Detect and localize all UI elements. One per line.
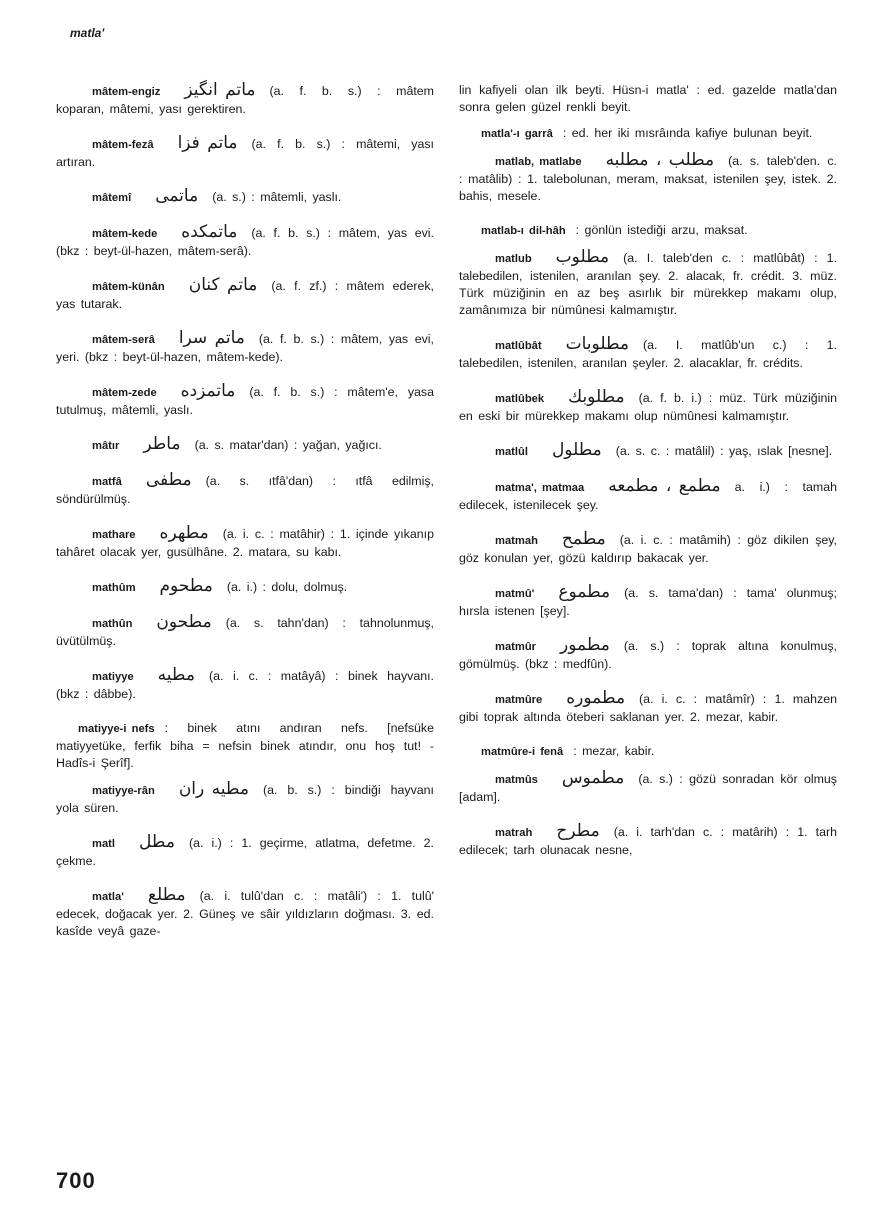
definition: (a. i. tulû'dan c. : matâli') : 1. tulû' edecek, doğacak yer. 2. Güneş ve sâir yıldızların doğması. 3. ed. kasîde veyâ gaze- bbox=[56, 889, 434, 938]
ottoman-script: مطهره bbox=[159, 523, 209, 543]
headword: mâtem-kede bbox=[92, 228, 158, 240]
headword: mathûm bbox=[92, 582, 136, 594]
headword: matlub bbox=[495, 253, 532, 265]
ottoman-script: مطلوبات bbox=[565, 334, 630, 354]
headword: matiyye bbox=[92, 671, 134, 683]
definition: (a. f. zf.) : mâtem ederek, yas tutarak. bbox=[56, 279, 434, 311]
headword: matmah bbox=[495, 535, 538, 547]
headword: mathûn bbox=[92, 618, 133, 630]
headword: matlûbât bbox=[495, 340, 542, 352]
dictionary-entry bbox=[459, 823, 837, 859]
headword: matmûs bbox=[495, 774, 538, 786]
page-number: 700 bbox=[56, 1168, 96, 1193]
ottoman-script: مطحوم bbox=[159, 576, 213, 596]
headword: matmû' bbox=[495, 588, 535, 600]
dictionary-entry bbox=[56, 188, 434, 207]
dictionary-entry bbox=[459, 82, 837, 116]
left-column bbox=[56, 82, 434, 957]
ottoman-script: مطمور bbox=[560, 635, 610, 655]
dictionary-entry bbox=[459, 743, 837, 761]
ottoman-script: مطحون bbox=[156, 612, 212, 632]
headword: matma', matmaa bbox=[495, 482, 585, 494]
dictionary-entry bbox=[459, 389, 837, 425]
right-column bbox=[459, 82, 837, 876]
ottoman-script: مطموس bbox=[561, 768, 625, 788]
ottoman-script: مطموع bbox=[558, 582, 611, 602]
ottoman-script: مطمع ، مطمعه bbox=[608, 476, 721, 496]
ottoman-script: ماتمی bbox=[155, 186, 199, 206]
dictionary-entry bbox=[56, 436, 434, 455]
headword: matmûre-i fenâ bbox=[481, 746, 564, 758]
dictionary-entry bbox=[56, 82, 434, 118]
dictionary-entry bbox=[459, 125, 837, 143]
dictionary-entry bbox=[56, 330, 434, 366]
headword: matmûre bbox=[495, 694, 543, 706]
headword: mâtem-künân bbox=[92, 281, 165, 293]
headword: matlûbek bbox=[495, 393, 545, 405]
ottoman-script: مطرح bbox=[556, 821, 600, 841]
definition: (a. b. s.) : bindiği hayvanı yola süren. bbox=[56, 783, 434, 815]
ottoman-script: ماطر bbox=[143, 434, 181, 454]
headword: matlab-ı dil-hâh bbox=[481, 225, 566, 237]
definition: (a. s. taleb'den. c. : matâlib) : 1. talebolunan, meram, maksat, istenilen şey, istek. 2. bahis, mesele. bbox=[459, 154, 837, 203]
ottoman-script: مطیه ران bbox=[178, 779, 249, 799]
definition: (a. I. matlûb'un c.) : 1. talebedilen, istenilen, aranılan şeyler. 2. alacaklar, fr. crédits. bbox=[459, 338, 837, 370]
dictionary-entry bbox=[56, 667, 434, 703]
dictionary-entry bbox=[56, 887, 434, 940]
dictionary-entry bbox=[56, 834, 434, 870]
definition: (a. f. b. s.) : mâtem, yas evi. (bkz : beyt-ül-hazen, mâtem-serâ). bbox=[56, 226, 434, 258]
dictionary-entry bbox=[56, 720, 434, 772]
dictionary-entry bbox=[56, 578, 434, 597]
dictionary-entry bbox=[459, 478, 837, 514]
definition: (a. I. taleb'den c. : matlûbât) : 1. talebedilen, istenilen, aranılan şey. 2. alacak, fr. crédit. 3. müz. Türk müziğinin en az beş asırlık bir mürekkep makamı olup, zamânımıza bir nümûnesi kalmamıştır. bbox=[459, 251, 837, 317]
ottoman-script: ماتم سرا bbox=[178, 328, 245, 348]
definition: (a. f. b. s.) : mâtem koparan, mâtemi, yası gerektiren. bbox=[56, 84, 434, 116]
headword: mâtem-zede bbox=[92, 387, 157, 399]
headword: matfâ bbox=[92, 476, 122, 488]
definition: (a. i.) : dolu, dolmuş. bbox=[226, 580, 348, 594]
dictionary-entry bbox=[56, 135, 434, 171]
ottoman-script: ماتم كنان bbox=[188, 275, 258, 295]
ottoman-script: ماتم انگیز bbox=[184, 80, 256, 100]
definition: (a. f. b. i.) : müz. Türk müziğinin en eski bir mürekkep makamı olup nümûnesi kalmamıştır. bbox=[459, 391, 837, 423]
definition: (a. f. b. s.) : mâtemi, yası artıran. bbox=[56, 137, 434, 169]
headword: matiyye-i nefs bbox=[78, 723, 155, 735]
ottoman-script: ماتمكده bbox=[181, 222, 238, 242]
dictionary-entry bbox=[56, 383, 434, 419]
ottoman-script: مطلب ، مطلبه bbox=[605, 150, 715, 170]
ottoman-script: مطيه bbox=[157, 665, 195, 685]
headword: matlab, matlabe bbox=[495, 156, 582, 168]
ottoman-script: مطل bbox=[139, 832, 175, 852]
dictionary-entry bbox=[56, 781, 434, 817]
definition: (a. i. c. : matâmih) : göz dikilen şey, göz konulan yer, gözü kaldırıp bakacak yer. bbox=[459, 533, 837, 565]
ottoman-script: مطمح bbox=[561, 529, 606, 549]
headword: matmûr bbox=[495, 641, 537, 653]
headword: matiyye-rân bbox=[92, 785, 155, 797]
dictionary-entry bbox=[459, 584, 837, 620]
dictionary-entry bbox=[459, 336, 837, 372]
definition: (a. s. matar'dan) : yağan, yağıcı. bbox=[194, 438, 382, 452]
definition: (a. s. c. : matâlil) : yaş, ıslak [nesne]. bbox=[615, 444, 833, 458]
headword: matrah bbox=[495, 827, 533, 839]
definition: (a. i.) : 1. geçirme, atlatma, defetme. 2. çekme. bbox=[56, 836, 434, 868]
definition: (a. i. c. : matâyâ) : binek hayvanı. (bkz : dâbbe). bbox=[56, 669, 434, 701]
dictionary-entry bbox=[459, 531, 837, 567]
headword: mâtem-fezâ bbox=[92, 139, 154, 151]
dictionary-entry bbox=[459, 152, 837, 205]
dictionary-entry bbox=[459, 222, 837, 240]
dictionary-entry bbox=[459, 442, 837, 461]
headword: matla'-ı garrâ bbox=[481, 128, 553, 140]
headword: mâtem-engiz bbox=[92, 86, 161, 98]
definition: : ed. her iki mısrâında kafiye bulunan beyit. bbox=[562, 126, 813, 140]
definition: a. i.) : tamah edilecek, istenilecek şey. bbox=[459, 480, 837, 512]
ottoman-script: مطلع bbox=[147, 885, 186, 905]
dictionary-entry bbox=[56, 525, 434, 561]
headword: mâtem-serâ bbox=[92, 334, 155, 346]
definition: (a. s. tama'dan) : tama' olunmuş; hırsla istenen [şey]. bbox=[459, 586, 837, 618]
dictionary-entry bbox=[459, 770, 837, 806]
dictionary-entry bbox=[56, 277, 434, 313]
ottoman-script: مطلوب bbox=[555, 247, 610, 267]
dictionary-entry bbox=[56, 472, 434, 508]
ottoman-script: مطموره bbox=[566, 688, 626, 708]
dictionary-entry bbox=[459, 637, 837, 673]
ottoman-script: ماتمزده bbox=[180, 381, 236, 401]
definition: (a. s. ıtfâ'dan) : ıtfâ edilmiş, söndürülmüş. bbox=[56, 474, 434, 506]
definition: (a. f. b. s.) : mâtem'e, yasa tutulmuş, mâtemli, yaslı. bbox=[56, 385, 434, 417]
definition: (a. s.) : toprak altına konulmuş, gömülmüş. (bkz : medfûn). bbox=[459, 639, 837, 671]
headword: mathare bbox=[92, 529, 136, 541]
definition: (a. i. c. : matâhir) : 1. içinde yıkanıp tahâret olacak yer, gusülhâne. 2. matara, su kabı. bbox=[56, 527, 434, 559]
dictionary-entry bbox=[459, 249, 837, 319]
definition: (a. i. tarh'dan c. : matârih) : 1. tarh edilecek; tarh olunacak nesne, bbox=[459, 825, 837, 857]
ottoman-script: مطلول bbox=[551, 440, 602, 460]
headword: matla' bbox=[92, 891, 124, 903]
headword: matlûl bbox=[495, 446, 528, 458]
definition: : mezar, kabir. bbox=[573, 744, 655, 758]
definition: (a. i. c. : matâmîr) : 1. mahzen gibi toprak altında öteberi saklanan yer. 2. mezar, kabir. bbox=[459, 692, 837, 724]
running-head: matla' bbox=[70, 26, 105, 40]
headword: mâtır bbox=[92, 440, 120, 452]
definition: : gönlün istediği arzu, maksat. bbox=[575, 223, 748, 237]
ottoman-script: مطفی bbox=[145, 470, 192, 490]
ottoman-script: ماتم فزا bbox=[177, 133, 238, 153]
dictionary-entry bbox=[459, 690, 837, 726]
definition: (a. s.) : mâtemli, yaslı. bbox=[212, 190, 342, 204]
definition: (a. s. tahn'dan) : tahnolunmuş, üvütülmüş. bbox=[56, 616, 434, 648]
headword: mâtemî bbox=[92, 192, 132, 204]
definition: (a. s.) : gözü sonradan kör olmuş [adam]. bbox=[459, 772, 837, 804]
definition: (a. f. b. s.) : mâtem, yas evi, yeri. (bkz : beyt-ül-hazen, mâtem-kede). bbox=[56, 332, 434, 364]
dictionary-entry bbox=[56, 614, 434, 650]
dictionary-entry bbox=[56, 224, 434, 260]
headword: matl bbox=[92, 838, 116, 850]
definition: : binek atını andıran nefs. [nefsüke matiyyetüke, ferfik biha = nefsin binek atındır, onu hoş tut! - Hadîs-i Şerîf]. bbox=[56, 721, 434, 770]
definition: lin kafiyeli olan ilk beyti. Hüsn-i matla' : ed. gazelde matla'dan sonra gelen güzel renkli beyit. bbox=[459, 83, 837, 114]
ottoman-script: مطلوبك bbox=[568, 387, 625, 407]
